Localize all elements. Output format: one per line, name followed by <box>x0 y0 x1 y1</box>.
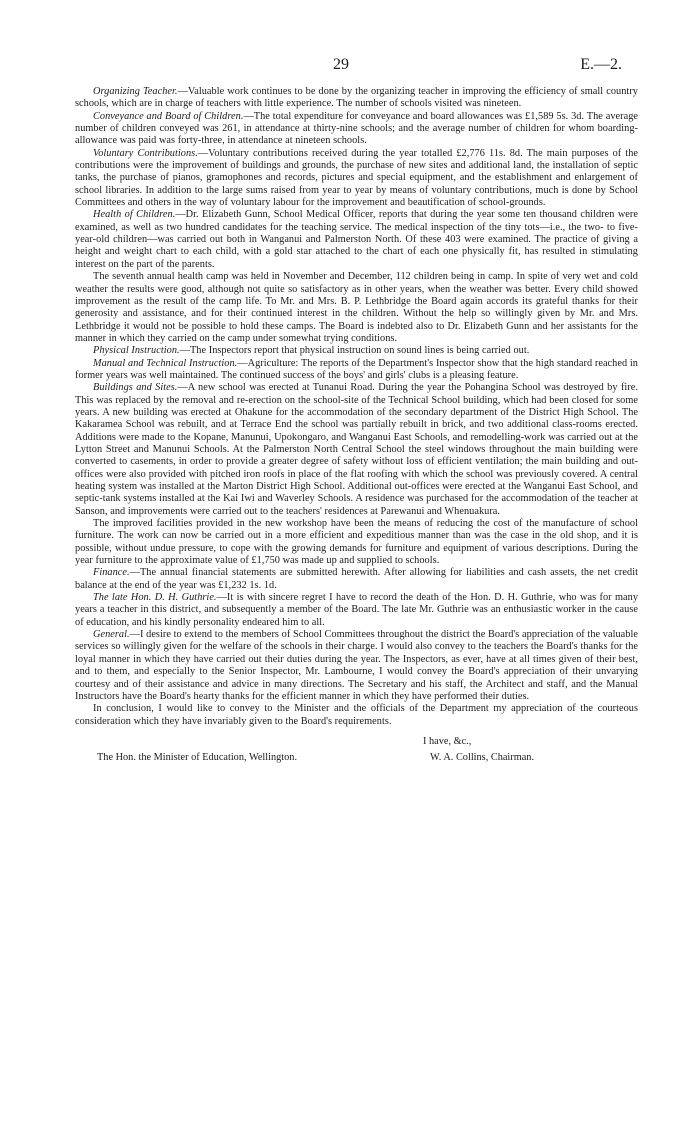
paragraph-heading: Finance. <box>93 567 130 579</box>
paragraph-text: —Dr. Elizabeth Gunn, School Medical Officer, reports that during the year some ten thousand children were examined, as well as two hundred candidates for the teaching service. The medical inspection of the tiny tots—i.e., the two- to five-year-old children—was carried out both in Wanganui and Palmerston North. Of these 403 were examined. The practice of giving a height and weight chart to each child, with a gold star attached to the chart of each one physically fit, has resulted in stimulating interest on the part of the parents. <box>75 209 638 270</box>
addressee: The Hon. the Minister of Education, Wellington. <box>97 751 298 763</box>
page-header <box>75 56 638 80</box>
paragraph-heading: Health of Children. <box>93 209 176 221</box>
paragraph-health-of-children <box>75 209 638 271</box>
paragraph-conclusion <box>75 703 638 728</box>
letter-closing <box>75 732 638 766</box>
paragraph-health-camp <box>75 271 638 345</box>
paragraph-heading: General. <box>93 629 130 641</box>
paragraph-text: —It is with sincere regret I have to record the death of the Hon. D. H. Guthrie, who was for many years a teacher in this district, and subsequently a member of the Board. The late Mr. Guthrie was an enthusiastic worker in the cause of education, and his kindly personality endeared him to all. <box>75 592 639 628</box>
paragraph-heading: Voluntary Contributions. <box>93 147 198 159</box>
paragraph-general <box>75 629 638 703</box>
paragraph-manual-technical <box>75 358 638 383</box>
closing-greeting: I have, &c., <box>423 735 472 747</box>
paragraph-heading: Buildings and Sites. <box>93 382 178 394</box>
paragraph-text: —The annual financial statements are submitted herewith. After allowing for liabilities and cash assets, the net credit balance at the end of the year was £1,232 1s. 1d. <box>75 567 638 591</box>
paragraph-text: —I desire to extend to the members of School Committees throughout the district the Board's appreciation of the valuable services so willingly given for the welfare of the schools in their charge. I would also convey to the teachers the Board's thanks for the loyal manner in which they have carried out their duties during the year. The Inspectors, as ever, have at all times given of their best, and to them, and especially to the Senior Inspector, Mr. Lambourne, I would convey the Board's appreciation of their unvarying courtesy and of their assistance and advice in many directions. The Secretary and his staff, the Architect and staff, and the Manual Instructors have the Board's hearty thanks for the efficient manner in which they have performed their duties. <box>75 629 638 702</box>
paragraph-heading: Conveyance and Board of Children. <box>93 110 244 122</box>
paragraph-text: —The Inspectors report that physical instruction on sound lines is being carried out. <box>179 345 530 357</box>
paragraph-organizing-teacher <box>75 86 638 111</box>
body-text <box>75 86 638 728</box>
paragraph-text: The improved facilities provided in the new workshop have been the means of reducing the cost of the manufacture of school furniture. The work can now be carried out in a more efficient and expeditious manner than was the case in the old shop, and it is possible, without undue pressure, to cope with the growing demands for furniture and equipment of various descriptions. During the year furniture to the approximate value of £1,750 was made up and supplied to schools. <box>75 518 638 567</box>
signature: W. A. Collins, Chairman. <box>430 751 535 763</box>
paragraph-heading: The late Hon. D. H. Guthrie. <box>93 592 217 604</box>
paragraph-buildings-sites <box>75 382 638 518</box>
paragraph-voluntary-contributions <box>75 148 638 210</box>
page-number: 29 <box>333 56 349 73</box>
paragraph-heading: Organizing Teacher. <box>93 86 178 97</box>
paragraph-text: —The total expenditure for conveyance and board allowances was £1,589 5s. 3d. The average number of children conveyed was 261, in attendance at thirty-nine schools; and the average number of children for whom boarding-allowance was paid was forty-three, in attendance at nineteen schools. <box>75 110 638 147</box>
paragraph-conveyance <box>75 111 638 148</box>
paragraph-text: In conclusion, I would like to convey to the Minister and the officials of the Department my appreciation of the courteous consideration which they have invariably given to the Board's requirements. <box>75 703 638 727</box>
document-code: E.—2. <box>580 56 622 73</box>
paragraph-text: —Agriculture: The reports of the Department's Inspector show that the high standard reached in former years was well maintained. The continued success of the boys' and girls' clubs is a pleasing feature. <box>75 357 638 381</box>
paragraph-finance <box>75 567 638 592</box>
paragraph-guthrie <box>75 592 638 629</box>
paragraph-heading: Manual and Technical Instruction. <box>93 357 238 369</box>
paragraph-text: —Voluntary contributions received during the year totalled £2,776 11s. 8d. The main purposes of the contributions were the improvement of buildings and grounds, the purchase of new sites and additional land, the installation of septic tanks, the purchase of pianos, gramophones and records, pictures and special equipment, and the establishment and enlargement of school libraries. In addition to the large sums raised from year to year by means of voluntary contributions, much is done by School Committees and others in the way of voluntary labour for the improvement and beautification of school-grounds. <box>75 147 638 209</box>
paragraph-text: —A new school was erected at Tunanui Road. During the year the Pohangina School was destroyed by fire. This was replaced by the removal and re-erection on the school-site of the Technical School building, which had been closed for some years. A new building was erected at Ohakune for the accommodation of the secondary department of the District High School. The Kakaramea School was rebuilt, and at Terrace End the school was partially rebuilt in brick, and two additional class-rooms erected. Additions were made to the Kopane, Manunui, Upokongaro, and Wanganui East Schools, and remodelling-work was carried out at the Lytton Street and Manunui Schools. At the Palmerston North Central School the steel windows throughout the main building were converted to casements, in order to provide a greater degree of safety without loss of efficient ventilation; the main building and out-offices were also provided with pitched iron roofs in place of the flat roofing with which the school was previously covered. A central heating system was installed at the Marton District High School. Additional out-offices were erected at the Wanganui East School, and septic-tank systems installed at the Kai Iwi and Waverley Schools. A residence was purchased for the accommodation of the teacher at Sanson, and improvements were carried out to the teachers' residences at Parewanui and Whenuakura. <box>75 382 639 517</box>
paragraph-text: The seventh annual health camp was held in November and December, 112 children being in camp. In spite of very wet and cold weather the results were good, although not quite so satisfactory as in other years, when the weather was better. Every child showed improvement as the result of the camp life. To Mr. and Mrs. B. P. Lethbridge the Board again accords its grateful thanks for their generosity and assistance, and for their continued interest in the children. Without the help so willingly given by Mr. and Mrs. Lethbridge it would not be possible to hold these camps. The Board is indebted also to Dr. Elizabeth Gunn and her assistants for the manner in which they carried on the camp under somewhat trying conditions. <box>75 271 638 344</box>
paragraph-workshop <box>75 518 638 567</box>
paragraph-text: —Valuable work continues to be done by the organizing teacher in improving the efficiency of small country schools, which are in charge of teachers with little experience. The number of schools visited was nineteen. <box>75 86 638 110</box>
paragraph-heading: Physical Instruction. <box>93 345 180 357</box>
paragraph-physical-instruction <box>75 345 638 357</box>
